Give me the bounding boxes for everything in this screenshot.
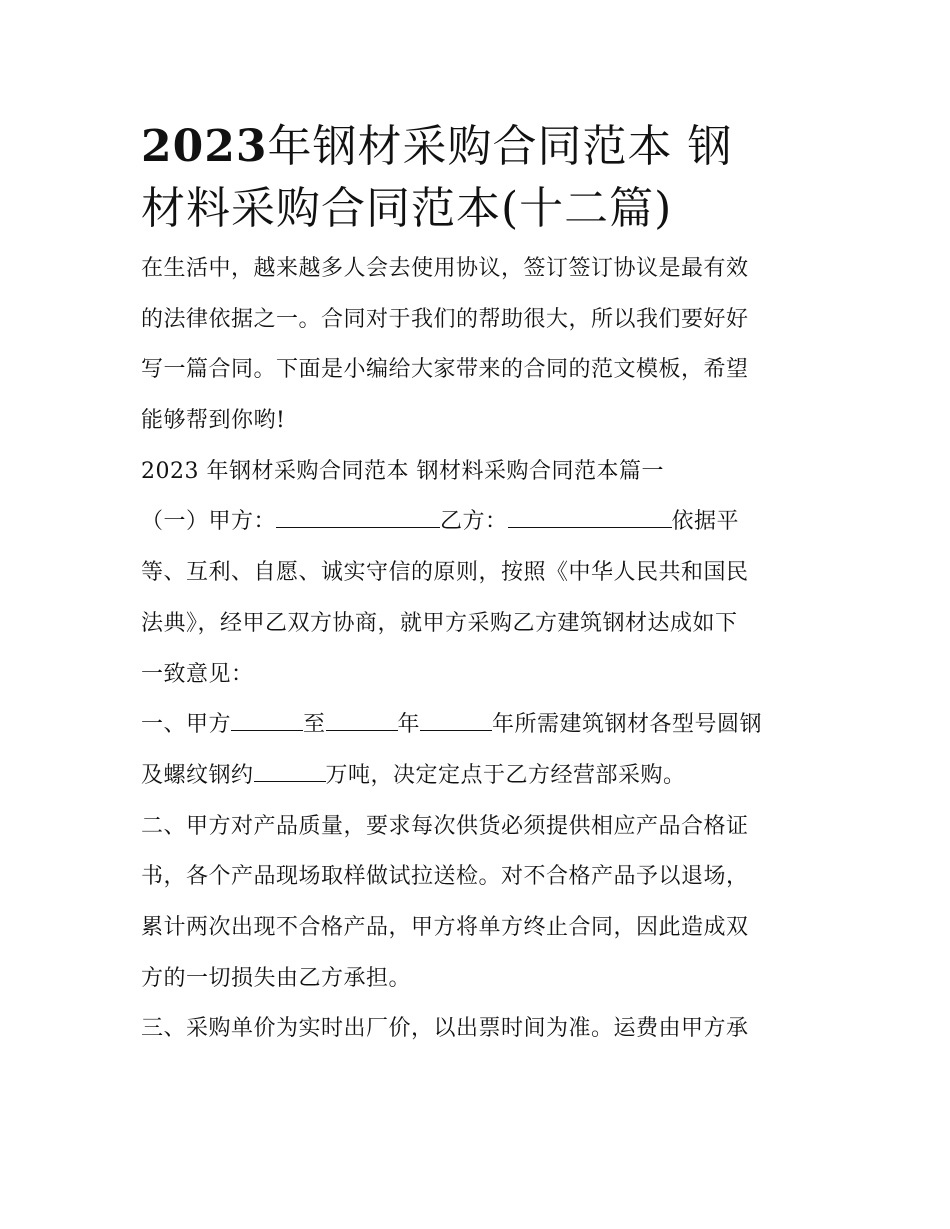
clause-text: 至	[303, 712, 326, 738]
title-year: 2023	[141, 121, 268, 172]
document-page	[141, 116, 813, 1067]
clause-3-line: 三、采购单价为实时出厂价，以出票时间为准。运费由甲方承	[141, 1016, 749, 1042]
clause-2-line: 书，各个产品现场取样做试拉送检。对不合格产品予以退场，	[141, 864, 749, 890]
year-end-blank	[326, 712, 398, 731]
party-line-tail: 依据平	[671, 509, 740, 535]
intro-line: 的法律依据之一。合同对于我们的帮助很大，所以我们要好好	[141, 306, 749, 332]
clause-text: 及螺纹钢约	[141, 762, 254, 788]
clause-2-line: 累计两次出现不合格产品，甲方将单方终止合同，因此造成双	[141, 914, 749, 940]
quantity-blank	[254, 763, 326, 782]
clause-2-line: 二、甲方对产品质量，要求每次供货必须提供相应产品合格证	[141, 813, 749, 839]
title-line-2: 材料采购合同范本(十二篇)	[141, 183, 673, 234]
party-b-blank	[508, 509, 672, 528]
intro-line: 写一篇合同。下面是小编给大家带来的合同的范文模板，希望	[141, 357, 749, 383]
party-line	[141, 509, 813, 534]
intro-line: 在生活中，越来越多人会去使用协议，签订签订协议是最有效	[141, 256, 749, 281]
party-a-blank	[276, 509, 440, 528]
clause-2-line: 方的一切损失由乙方承担。	[141, 965, 412, 991]
basis-line: 一致意见：	[141, 661, 254, 687]
basis-line: 法典》，经甲乙双方协商，就甲方采购乙方建筑钢材达成如下	[141, 610, 738, 636]
clause-text: 年	[397, 712, 421, 738]
clause-text: 年所需建筑钢材各型号圆钢	[492, 712, 763, 738]
intro-line: 能够帮到你哟!	[141, 408, 286, 434]
party-a-label: （一）甲方：	[141, 509, 277, 535]
year-start-blank	[231, 712, 303, 731]
clause-1-line-1	[141, 712, 813, 737]
basis-line: 等、互利、自愿、诚实守信的原则，按照《中华人民共和国民	[141, 560, 749, 586]
clause-text: 一、甲方	[141, 712, 232, 738]
party-b-label: 乙方：	[440, 509, 508, 535]
intro-paragraph	[141, 256, 813, 433]
clause-1	[141, 712, 813, 788]
document-title	[141, 116, 813, 240]
section-heading: 2023 年钢材采购合同范本 钢材料采购合同范本篇一	[141, 458, 664, 484]
clause-3	[141, 1016, 813, 1041]
clause-2	[141, 814, 813, 991]
basis-paragraph	[141, 560, 813, 686]
year-blank	[420, 712, 492, 731]
title-line-1: 年钢材采购合同范本 钢	[267, 121, 733, 172]
clause-text: 万吨，决定定点于乙方经营部采购。	[325, 762, 686, 788]
clause-1-line-2	[141, 763, 813, 788]
